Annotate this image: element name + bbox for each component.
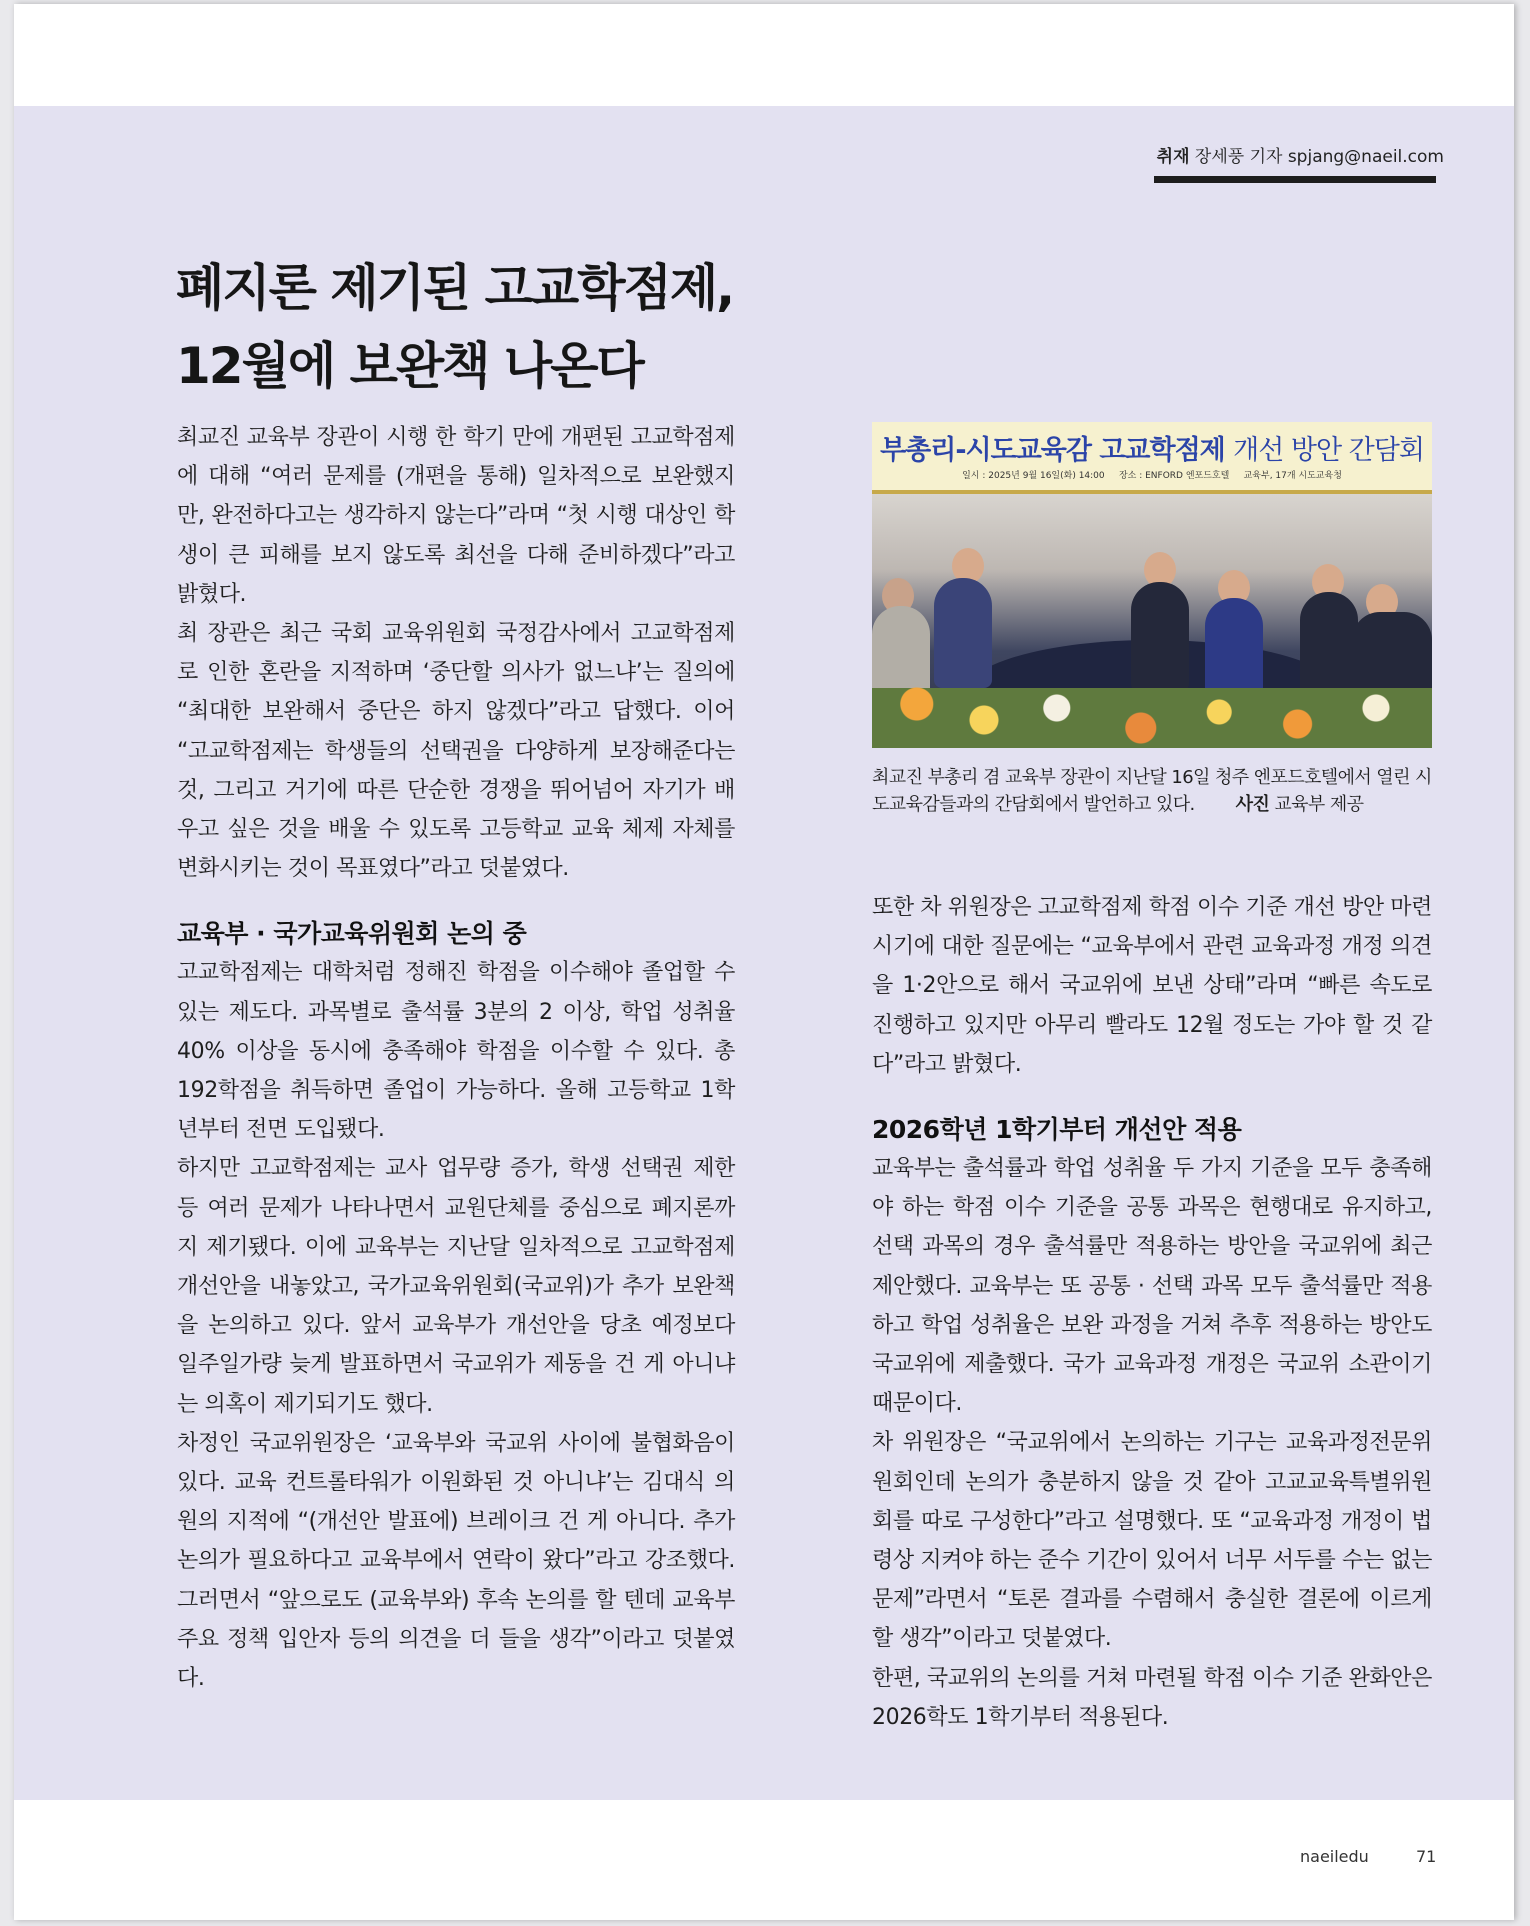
banner-date: 일시 : 2025년 9월 16일(화) 14:00 <box>962 471 1105 481</box>
right-column <box>872 888 1432 1737</box>
magazine-page <box>14 4 1514 1920</box>
byline <box>1154 142 1444 167</box>
paragraph: 최 장관은 최근 국회 교육위원회 국정감사에서 고교학점제로 인한 혼란을 지적하며 ‘중단할 의사가 없느냐’는 질의에 “최대한 보완해서 중단은 하지 않겠다”라고 답했다. 이어 “고교학점제는 학생들의 선택권을 다양하게 보장해준다는 것, 그리고 거기에 따른 단순한 경쟁을 뛰어넘어 자기가 배우고 싶은 것을 배울 수 있도록 고등학교 교육 체제 자체를 변화시키는 것이 목표였다”라고 덧붙였다. <box>177 621 735 882</box>
flower-arrangement <box>872 672 1432 748</box>
byline-text: 장세풍 기자 spjang@naeil.com <box>1194 147 1444 167</box>
paragraph: 최교진 교육부 장관이 시행 한 학기 만에 개편된 고교학점제에 대해 “여러 문제를 (개편을 통해) 일차적으로 보완했지만, 완전하다고는 생각하지 않는다”라며 “첫 시행 대상인 학생이 큰 피해를 보지 않도록 최선을 다해 준비하겠다”라고 밝혔다. <box>177 425 735 607</box>
paragraph: 한편, 국교위의 논의를 거쳐 마련될 학점 이수 기준 완화안은 2026학도 1학기부터 적용된다. <box>872 1665 1432 1730</box>
banner-details <box>872 468 1432 481</box>
footer-publication: naeiledu <box>1300 1847 1369 1866</box>
byline-rule <box>1154 176 1436 183</box>
paragraph: 또한 차 위원장은 고교학점제 학점 이수 기준 개선 방안 마련 시기에 대한 질문에는 “교육부에서 관련 교육과정 개정 의견을 1·2안으로 해서 국교위에 보낸 상태”라며 “빠른 속도로 진행하고 있지만 아무리 빨라도 12월 정도는 가야 할 것 같다”라고 밝혔다. <box>872 895 1432 1077</box>
photo-caption <box>872 764 1442 818</box>
banner-title-rest: 개선 방안 간담회 <box>1233 435 1424 466</box>
paragraph: 교육부는 출석률과 학업 성취율 두 가지 기준을 모두 충족해야 하는 학점 이수 기준을 공통 과목은 현행대로 유지하고, 선택 과목의 경우 출석률만 적용하는 방안을 국교위에 최근 제안했다. 교육부는 또 공통 · 선택 과목 모두 출석률만 적용하고 학업 성취율은 보완 과정을 거쳐 추후 적용하는 방안도 국교위에 제출했다. 국가 교육과정 개정은 국교위 소관이기 때문이다. <box>872 1156 1432 1417</box>
subheading: 2026학년 1학기부터 개선안 적용 <box>872 1115 1242 1145</box>
banner-title-bold: 부총리-시도교육감 고교학점제 <box>880 435 1225 466</box>
banner-title <box>872 428 1432 467</box>
photo-scene <box>872 494 1432 748</box>
paragraph: 차정인 국교위원장은 ‘교육부와 국교위 사이에 불협화음이 있다. 교육 컨트롤타워가 이원화된 것 아니냐’는 김대식 의원의 지적에 “(개선안 발표에) 브레이크 건 게 아니다. 추가 논의가 필요하다고 교육부에서 연락이 왔다”라고 강조했다. 그러면서 “앞으로도 (교육부와) 후속 논의를 할 텐데 교육부 주요 정책 입안자 등의 의견을 더 들을 생각”이라고 덧붙였다. <box>177 1430 735 1692</box>
caption-credit-label: 사진 <box>1235 794 1270 815</box>
caption-text: 최교진 부총리 겸 교육부 장관이 지난달 16일 청주 엔포드호텔에서 열린 시도교육감들과의 간담회에서 발언하고 있다. <box>872 767 1432 815</box>
page-number: 71 <box>1416 1847 1437 1866</box>
banner-stripe <box>872 490 1432 494</box>
paragraph: 고교학점제는 대학처럼 정해진 학점을 이수해야 졸업할 수 있는 제도다. 과목별로 출석률 3분의 2 이상, 학업 성취율 40% 이상을 동시에 충족해야 학점을 이수할 수 있다. 총 192학점을 취득하면 졸업이 가능하다. 올해 고등학교 1학년부터 전면 도입됐다. <box>177 960 735 1143</box>
paragraph: 하지만 고교학점제는 교사 업무량 증가, 학생 선택권 제한 등 여러 문제가 나타나면서 교원단체를 중심으로 폐지론까지 제기됐다. 이에 교육부는 지난달 일차적으로 고교학점제 개선안을 내놓았고, 국가교육위원회(국교위)가 추가 보완책을 논의하고 있다. 앞서 교육부가 개선안을 당초 예정보다 일주일가량 늦게 발표하면서 국교위가 제동을 건 게 아니냐는 의혹이 제기되기도 했다. <box>177 1156 735 1417</box>
event-banner <box>872 422 1432 494</box>
headline-line-2: 12월에 보완책 나온다 <box>176 337 643 395</box>
headline-line-1: 폐지론 제기된 고교학점제, <box>176 259 734 317</box>
paragraph: 차 위원장은 “국교위에서 논의하는 기구는 교육과정전문위원회인데 논의가 충분하지 않을 것 같아 고교교육특별위원회를 따로 구성한다”라고 설명했다. 또 “교육과정 개정이 법령상 지켜야 하는 준수 기간이 있어서 너무 서두를 수는 없는 문제”라면서 “토론 결과를 수렴해서 충실한 결론에 이르게 할 생각”이라고 덧붙였다. <box>872 1430 1432 1652</box>
subheading: 교육부 · 국가교육위원회 논의 중 <box>177 919 527 949</box>
banner-venue: 장소 : ENFORD 엔포드호텔 <box>1118 471 1230 481</box>
banner-host: 교육부, 17개 시도교육청 <box>1243 471 1342 481</box>
left-column <box>177 418 735 1698</box>
byline-label: 취재 <box>1156 147 1190 167</box>
caption-credit: 교육부 제공 <box>1274 794 1364 815</box>
headline <box>176 249 876 405</box>
article-photo <box>872 422 1432 748</box>
